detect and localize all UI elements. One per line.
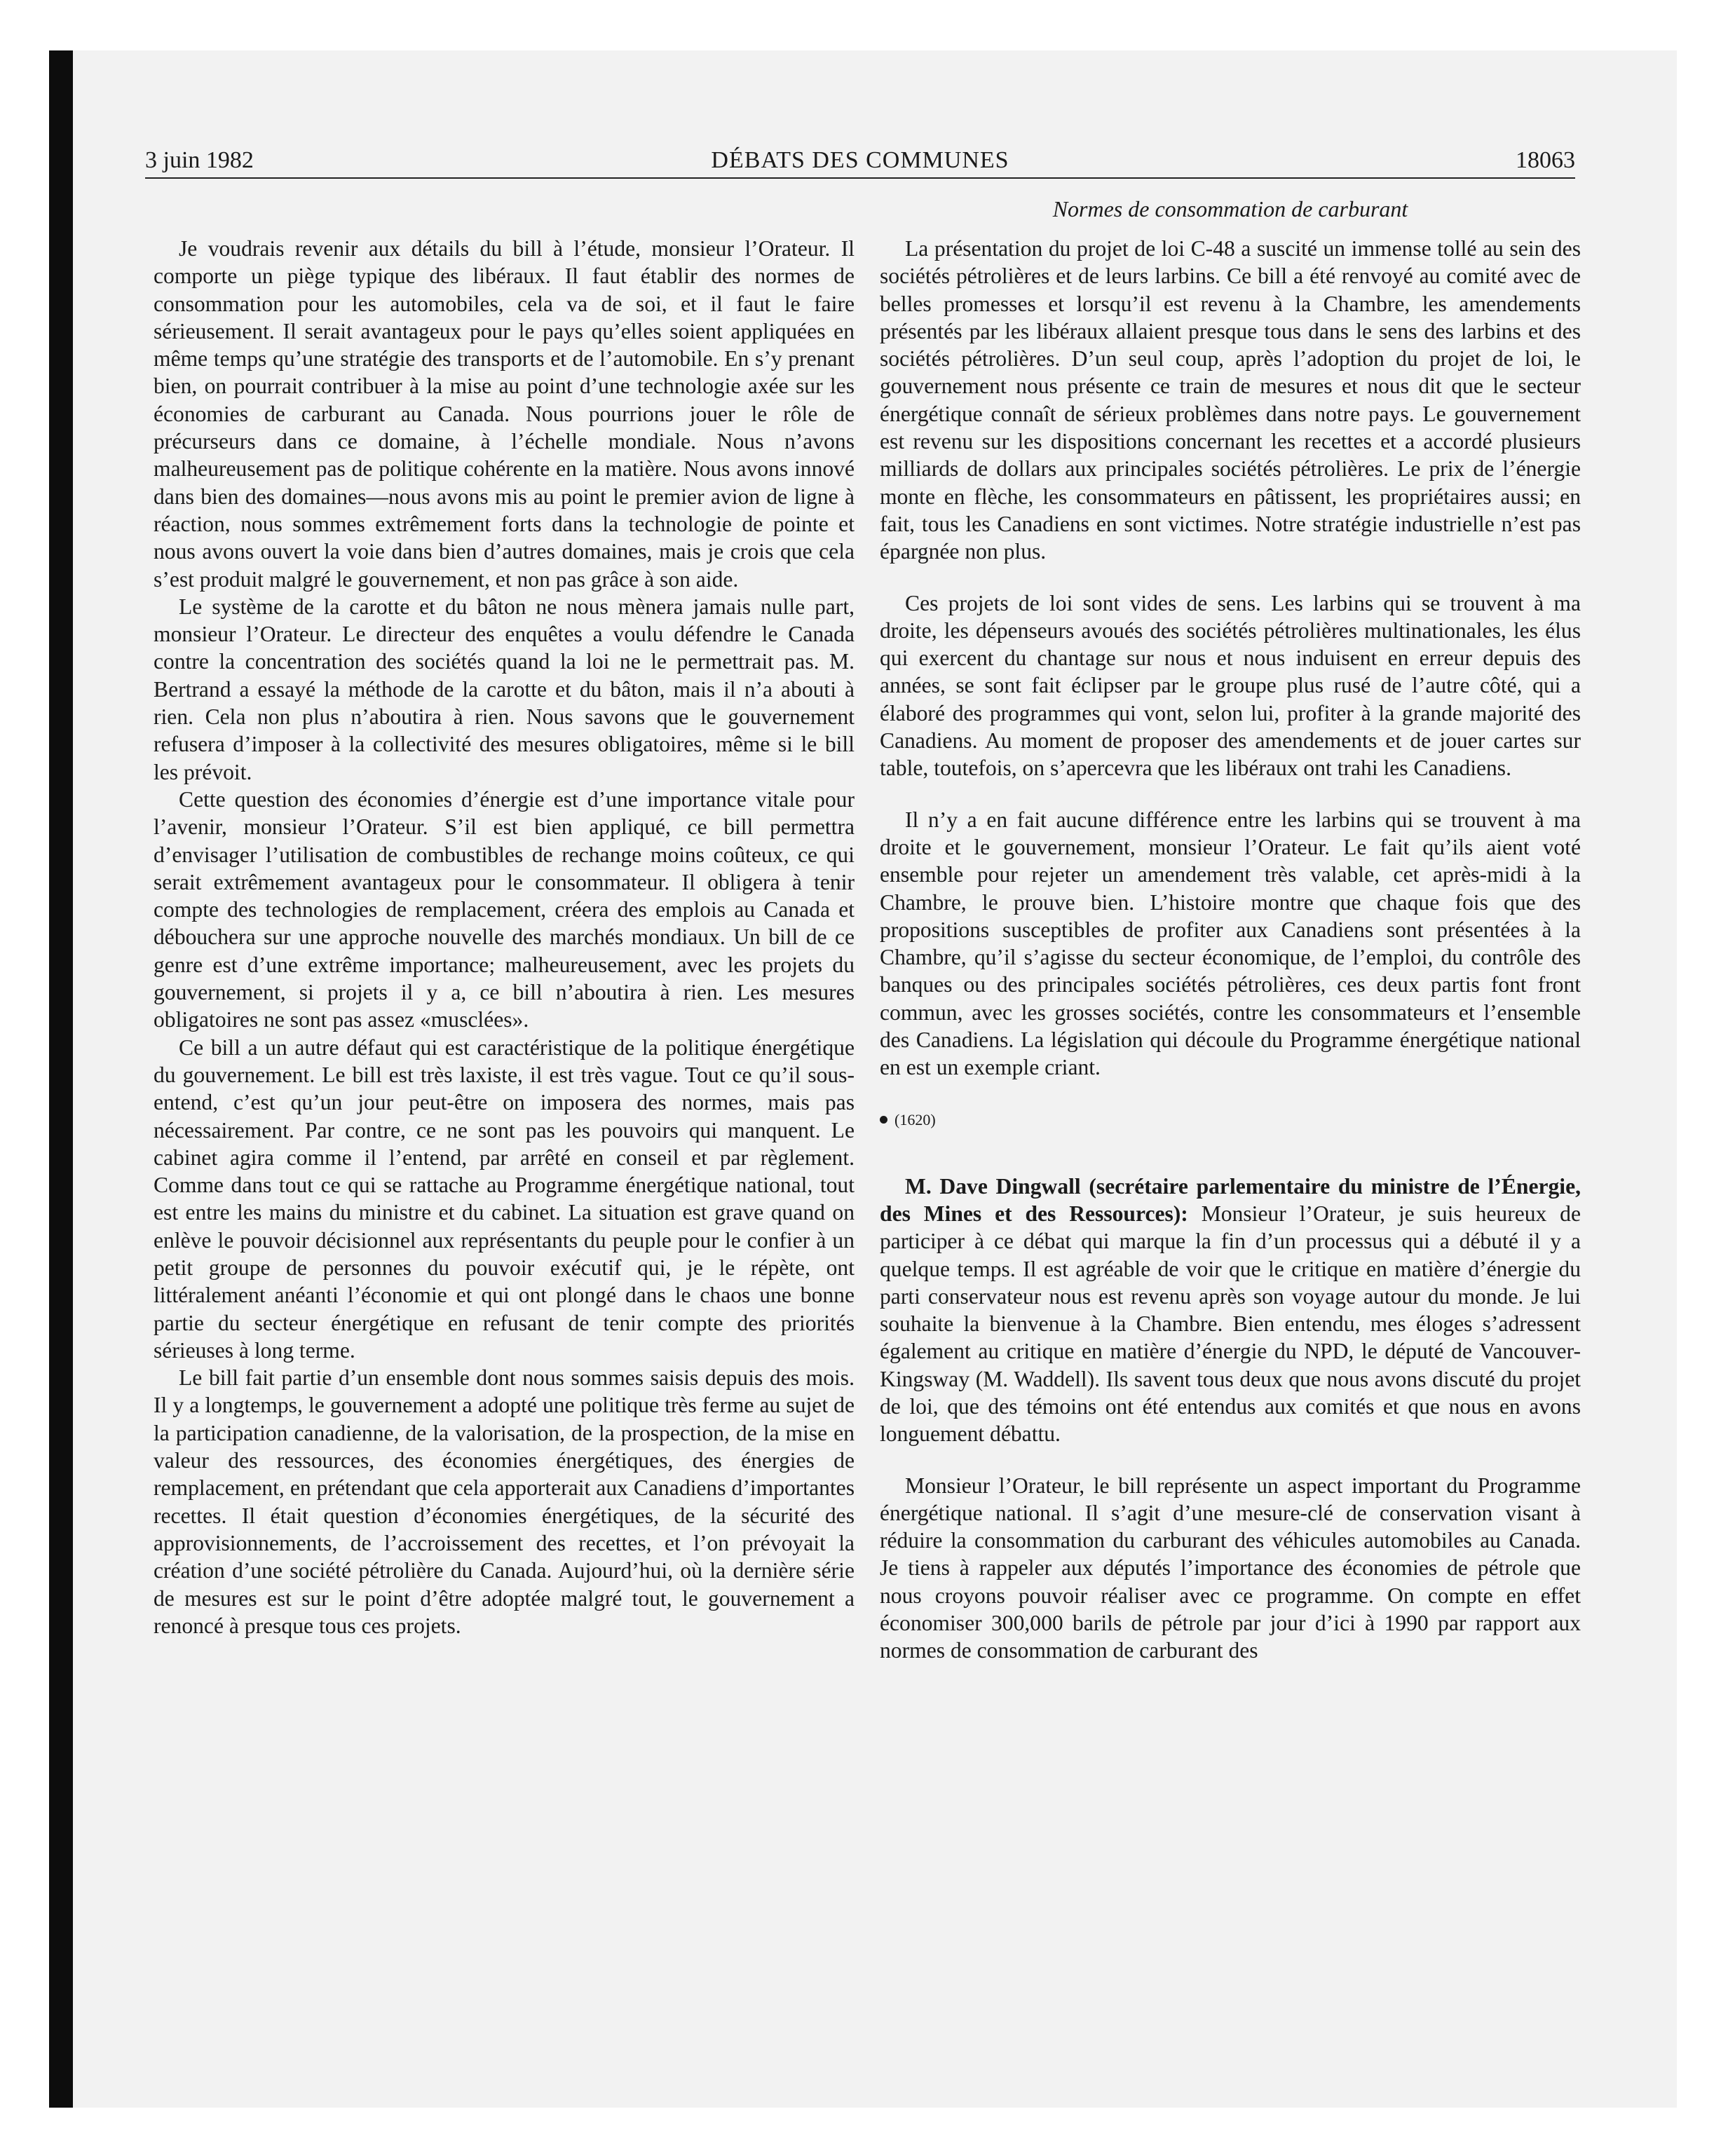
right-column xyxy=(880,193,1581,1665)
paragraph: Je voudrais revenir aux détails du bill à l’étude, monsieur l’Orateur. Il comporte un piège typique des libéraux. Il faut établir des normes de consommation pour les automobiles, cela va de soi, et il faut le faire sérieusement. Il serait avantageux pour le pays qu’elles soient appliquées en même temps qu’une stratégie des transports et de l’automobile. En s’y prenant bien, on pourrait contribuer à la mise au point d’une technologie axée sur les économies de carburant au Canada. Nous pourrions jouer le rôle de précurseurs dans ce domaine, à l’échelle mondiale. Nous n’avons malheureusement pas de politique cohérente en la matière. Nous avons innové dans bien des domaines—nous avons mis au point le premier avion de ligne à réaction, nous sommes extrêmement forts dans la technologie de pointe et nous avons ouvert la voie dans bien d’autres domaines, mais je crois que cela s’est produit malgré le gouvernement, et non pas grâce à son aide. xyxy=(154,236,855,592)
time-marker xyxy=(880,1110,1581,1131)
page-header xyxy=(145,144,1575,179)
paragraph: Ce bill a un autre défaut qui est caractéristique de la politique énergétique du gouvernement. Le bill est très laxiste, il est très vague. Tout ce qu’il sous-entend, c’est qu’un jour peut-être on imposera des normes, mais pas nécessairement. Par contre, ce ne sont pas les pouvoirs qui manquent. Le cabinet agira comme il l’entend, par arrêté en conseil et par règlement. Comme dans tout ce qui se rattache au Programme énergétique national, tout est entre les mains du ministre et du cabinet. La situation est grave quand on enlève le pouvoir décisionnel aux représentants du peuple pour le confier à un petit groupe de personnes du pouvoir exécutif qui, je le répète, ont littéralement anéanti l’économie et qui ont plongé dans le chaos une bonne partie du secteur énergétique en refusant de tenir compte des priorités sérieuses à long terme. xyxy=(154,1035,855,1363)
paragraph: Le système de la carotte et du bâton ne nous mènera jamais nulle part, monsieur l’Orateur. Le directeur des enquêtes a voulu défendre le Canada contre la concentration des sociétés quand la loi ne le permettrait pas. M. Bertrand a essayé la méthode de la carotte et du bâton, mais il n’a abouti à rien. Cela non plus n’aboutira à rien. Nous savons que le gouvernement refusera d’imposer à la collectivité des mesures obligatoires, même si le bill les prévoit. xyxy=(154,594,855,784)
speaker-paragraph xyxy=(880,1173,1581,1448)
paragraph: Monsieur l’Orateur, le bill représente un aspect important du Programme énergétique national. Il s’agit d’une mesure-clé de conservation visant à réduire la consommation du carburant des véhicules automobiles au Canada. Je tiens à rappeler aux députés l’importance des économies de pétrole que nous croyons pouvoir réaliser avec ce programme. On compte en effet économiser 300,000 barils de pétrole par jour d’ici à 1990 par rapport aux normes de consommation de carburant des xyxy=(880,1473,1581,1663)
paragraph: La présentation du projet de loi C-48 a suscité un immense tollé au sein des sociétés pétrolières et de leurs larbins. Ce bill a été renvoyé au comité avec de belles promesses et lorsqu’il est revenu à la Chambre, les amendements présentés par les libéraux allaient presque tous dans le sens des larbins et des sociétés pétrolières. D’un seul coup, après l’adoption du projet de loi, le gouvernement nous présente ce train de mesures et nous dit que le secteur énergétique connaît de sérieux problèmes dans notre pays. Le gouvernement est revenu sur les dispositions concernant les recettes et a accordé plusieurs milliards de dollars aux principales sociétés pétrolières. Le prix de l’énergie monte en flèche, les consommateurs en pâtissent, les propriétaires aussi; en fait, tous les Canadiens en sont victimes. Notre stratégie industrielle n’est pas épargnée non plus. xyxy=(880,236,1581,564)
paragraph: Il n’y a en fait aucune différence entre les larbins qui se trouvent à ma droite et le gouvernement, monsieur l’Orateur. Le fait qu’ils aient voté ensemble pour rejeter un amendement très valable, cet après-midi à la Chambre, le prouve bien. L’histoire montre que chaque fois que des propositions susceptibles de profiter aux Canadiens sont présentées à la Chambre, qu’il s’agisse du secteur économique, de l’emploi, du contrôle des banques ou des principales sociétés pétrolières, ces deux partis font front commun, avec les grosses sociétés, contre les consommateurs et l’ensemble des Canadiens. La législation qui découle du Programme énergétique national en est un exemple criant. xyxy=(880,807,1581,1080)
bullet-icon xyxy=(880,1116,887,1124)
paragraph: Ces projets de loi sont vides de sens. Les larbins qui se trouvent à ma droite, les dépenseurs avoués des sociétés pétrolières multinationales, les élus qui exercent du chantage sur nous et nous induisent en erreur depuis des années, se sont fait éclipser par le groupe plus rusé de l’autre côté, qui a élaboré des programmes qui vont, selon lui, profiter à la grande majorité des Canadiens. Au moment de proposer des amendements et de jouer cartes sur table, toutefois, on s’apercevra que les libéraux ont trahi les Canadiens. xyxy=(880,590,1581,781)
left-column xyxy=(154,235,855,1639)
paragraph: Le bill fait partie d’un ensemble dont nous sommes saisis depuis des mois. Il y a longtemps, le gouvernement a adopté une politique très ferme au sujet de la participation canadienne, de la valorisation, de la prospection, de la mise en valeur des ressources, des économies énergétiques, des énergies de remplacement, en prétendant que cela apporterait aux Canadiens d’importantes recettes. Il était question d’économies énergétiques, de la sécurité des approvisionnements, de l’accroissement des recettes, et l’on prévoyait la création d’une société pétrolière du Canada. Aujourd’hui, où la dernière série de mesures est sur le point d’être adoptée malgré tout, le gouvernement a renoncé à presque tous ces projets. xyxy=(154,1365,855,1638)
header-page-number: 18063 xyxy=(1516,147,1575,173)
speaker-name: M. Dave Dingwall (secrétaire parlementaire du ministre de l’Énergie, des Mines et des Ressources): xyxy=(880,1173,1581,1226)
header-title: DÉBATS DES COMMUNES xyxy=(711,147,1009,173)
speaker-text: Monsieur l’Orateur, je suis heureux de participer à ce débat qui marque la fin d’un processus qui a débuté il y a quelque temps. Il est agréable de voir que le critique en matière d’énergie du parti conservateur nous est revenu après son voyage autour du monde. Je lui souhaite la bienvenue à la Chambre. Bien entendu, mes éloges s’adressent également au critique en matière d’énergie du NPD, le député de Vancouver-Kingsway (M. Waddell). Ils savent tous deux que nous avons discuté du projet de loi, que des témoins ont été entendus aux comités et que nous en avons longuement débattu. xyxy=(880,1201,1581,1447)
timestamp-text: (1620) xyxy=(894,1110,936,1128)
paragraph: Cette question des économies d’énergie est d’une importance vitale pour l’avenir, monsieur l’Orateur. S’il est bien appliqué, ce bill permettra d’envisager l’utilisation de combustibles de rechange moins coûteux, ce qui serait extrêmement avantageux pour le consommateur. Il obligera à tenir compte des technologies de remplacement, créera des emplois au Canada et débouchera sur une approche nouvelle des marchés mondiaux. Un bill de ce genre est d’une extrême importance; malheureusement, avec les projets du gouvernement, si projets il y a, ce bill n’aboutira à rien. Les mesures obligatoires ne sont pas assez «musclées». xyxy=(154,786,855,1032)
header-date: 3 juin 1982 xyxy=(145,147,254,173)
page-binding-edge xyxy=(49,50,73,2108)
section-heading: Normes de consommation de carburant xyxy=(1052,196,1408,221)
